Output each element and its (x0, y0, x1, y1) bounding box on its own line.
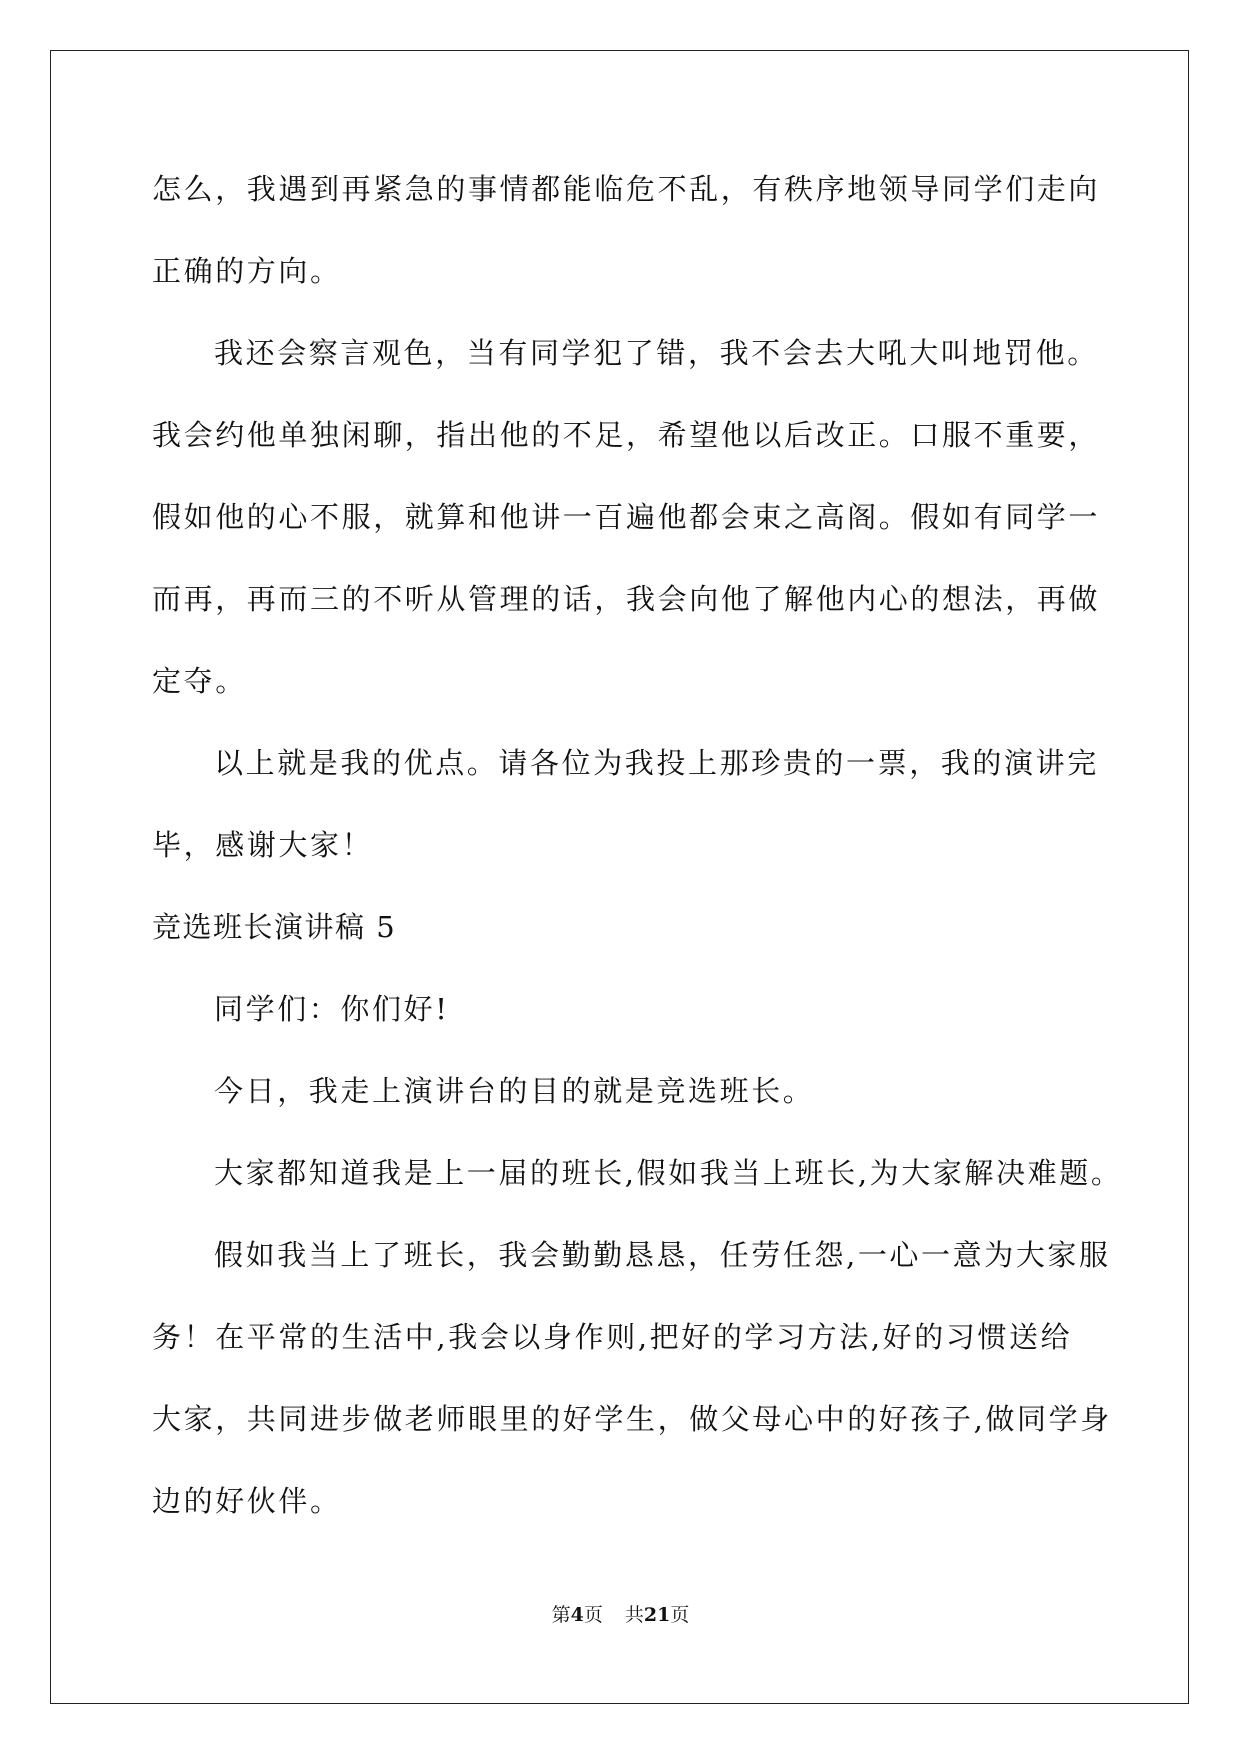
section-heading: 竞选班长演讲稿 5 (152, 910, 397, 944)
text-line: 而再，再而三的不听从管理的话，我会向他了解他内心的想法，再做 (152, 582, 1101, 616)
paragraph-line: 以上就是我的优点。请各位为我投上那珍贵的一票，我的演讲完 (214, 746, 1099, 780)
total-suffix: 页 (670, 1604, 690, 1626)
text-line: 边的好伙伴。 (152, 1484, 342, 1518)
total-prefix: 共 (624, 1604, 644, 1626)
document-body (152, 148, 1123, 1542)
text-line: 怎么，我遇到再紧急的事情都能临危不乱，有秩序地领导同学们走向 (152, 172, 1101, 206)
page-suffix: 页 (583, 1604, 603, 1626)
text-line: 假如他的心不服，就算和他讲一百遍他都会束之高阁。假如有同学一 (152, 500, 1101, 534)
page-prefix: 第 (551, 1604, 571, 1626)
text-line: 定夺。 (152, 664, 247, 698)
greeting-line: 同学们：你们好! (214, 992, 450, 1026)
text-line: 正确的方向。 (152, 254, 342, 288)
page-number: 4 (570, 1604, 584, 1626)
paragraph-line: 假如我当上了班长，我会勤勤恳恳，任劳任怨,一心一意为大家服 (214, 1238, 1111, 1272)
text-line: 务！在平常的生活中,我会以身作则,把好的学习方法,好的习惯送给 (152, 1320, 1073, 1354)
text-line: 毕，感谢大家！ (152, 828, 374, 862)
paragraph-line: 今日，我走上演讲台的目的就是竞选班长。 (214, 1074, 815, 1108)
total-pages: 21 (643, 1604, 671, 1626)
paragraph-line: 大家都知道我是上一届的班长,假如我当上班长,为大家解决难题。 (214, 1156, 1123, 1190)
text-line: 我会约他单独闲聊，指出他的不足，希望他以后改正。口服不重要， (152, 418, 1101, 452)
page-footer (0, 1600, 1241, 1627)
text-line: 大家，共同进步做老师眼里的好学生，做父母心中的好孩子,做同学身 (152, 1402, 1112, 1436)
paragraph-line: 我还会察言观色，当有同学犯了错，我不会去大吼大叫地罚他。 (214, 336, 1099, 370)
